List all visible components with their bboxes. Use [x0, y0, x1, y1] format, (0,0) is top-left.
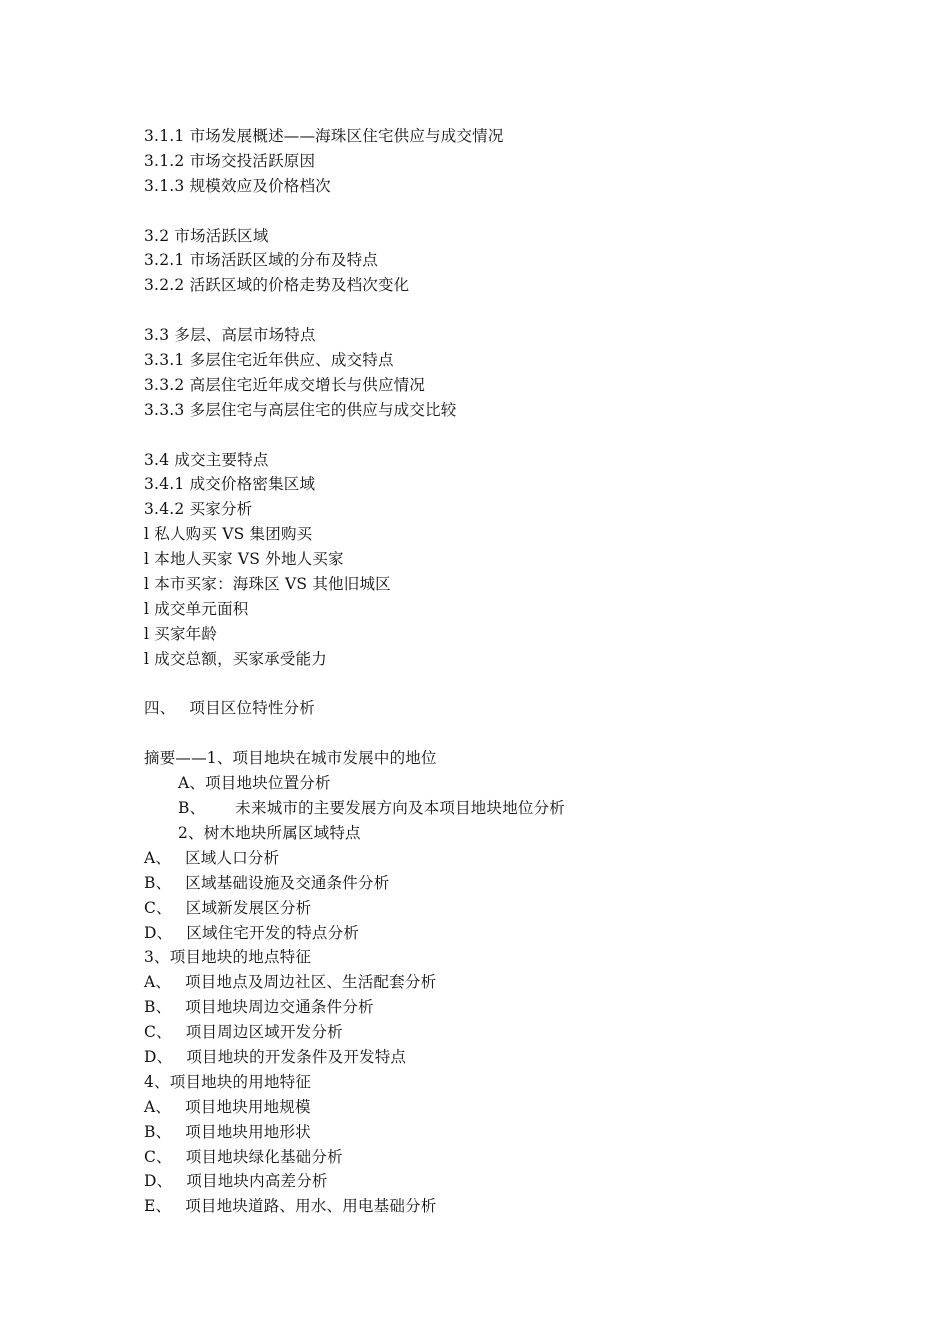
section-4-number: 四、 — [144, 699, 176, 718]
item-label: B、 — [144, 873, 172, 892]
item-label: D、 — [144, 1047, 173, 1066]
item-label: D、 — [144, 1172, 173, 1191]
item-text: 项目地块用地形状 — [185, 1122, 311, 1141]
item-text: 项目地块内高差分析 — [186, 1172, 328, 1191]
point-3-heading: 3、项目地块的地点特征 — [144, 948, 312, 967]
item-label: E、 — [144, 1197, 172, 1216]
point-4-heading: 4、项目地块的用地特征 — [144, 1072, 312, 1091]
item-label: C、 — [144, 1023, 172, 1042]
item-text: 项目地点及周边社区、生活配套分析 — [185, 973, 437, 992]
item-label: A、 — [144, 1097, 172, 1116]
toc-line-3-2-2: 3.2.2 活跃区域的价格走势及档次变化 — [144, 276, 410, 295]
item-text: 项目地块道路、用水、用电基础分析 — [185, 1197, 437, 1216]
bullet-item: l 买家年龄 — [144, 624, 218, 643]
list-item — [144, 1045, 864, 1070]
toc-line-3-4: 3.4 成交主要特点 — [144, 450, 269, 469]
list-item — [144, 1095, 864, 1120]
item-label: C、 — [144, 898, 172, 917]
blank-line — [144, 298, 864, 323]
item-text: 项目地块绿化基础分析 — [185, 1147, 343, 1166]
toc-line-3-3-1: 3.3.1 多层住宅近年供应、成交特点 — [144, 351, 394, 370]
blank-line — [144, 423, 864, 448]
list-item — [144, 1169, 864, 1194]
section-4-heading — [144, 696, 864, 721]
item-text: 项目地块位置分析 — [205, 774, 331, 793]
toc-line-3-3-2: 3.3.2 高层住宅近年成交增长与供应情况 — [144, 375, 426, 394]
blank-line — [144, 721, 864, 746]
summary-heading: 摘要——1、项目地块在城市发展中的地位 — [144, 749, 437, 768]
list-item — [144, 896, 864, 921]
item-label: A、 — [178, 774, 206, 793]
section-4-title: 项目区位特性分析 — [189, 699, 316, 718]
list-item — [144, 921, 864, 946]
item-text: 未来城市的主要发展方向及本项目地块地位分析 — [235, 799, 565, 818]
list-item — [144, 871, 864, 896]
item-text: 项目地块的开发条件及开发特点 — [186, 1047, 407, 1066]
toc-line-3-1-2: 3.1.2 市场交投活跃原因 — [144, 151, 316, 170]
list-item — [144, 1120, 864, 1145]
item-label: C、 — [144, 1147, 172, 1166]
item-text: 区域新发展区分析 — [185, 898, 312, 917]
item-text: 区域基础设施及交通条件分析 — [185, 873, 390, 892]
list-item — [144, 970, 864, 995]
toc-line-3-3: 3.3 多层、高层市场特点 — [144, 326, 316, 345]
item-label: B、 — [144, 998, 172, 1017]
blank-line — [144, 199, 864, 224]
item-label: A、 — [144, 848, 172, 867]
list-item — [144, 995, 864, 1020]
toc-line-3-4-1: 3.4.1 成交价格密集区域 — [144, 475, 316, 494]
item-text: 项目周边区域开发分析 — [185, 1023, 343, 1042]
list-item — [144, 1020, 864, 1045]
blank-line — [144, 672, 864, 697]
toc-line-3-2-1: 3.2.1 市场活跃区域的分布及特点 — [144, 251, 378, 270]
summary-item-b — [144, 796, 864, 821]
item-label: A、 — [144, 973, 172, 992]
summary-item-a — [144, 771, 864, 796]
bullet-item: l 本市买家：海珠区 VS 其他旧城区 — [144, 575, 391, 594]
list-item — [144, 1194, 864, 1219]
document-body — [144, 124, 864, 1219]
bullet-item: l 私人购买 VS 集团购买 — [144, 525, 313, 544]
summary-point-2: 2、树木地块所属区域特点 — [178, 823, 361, 842]
list-item — [144, 846, 864, 871]
toc-line-3-3-3: 3.3.3 多层住宅与高层住宅的供应与成交比较 — [144, 400, 457, 419]
bullet-item: l 成交单元面积 — [144, 599, 249, 618]
item-text: 区域住宅开发的特点分析 — [186, 923, 360, 942]
toc-line-3-4-2: 3.4.2 买家分析 — [144, 500, 253, 519]
bullet-item: l 本地人买家 VS 外地人买家 — [144, 550, 344, 569]
toc-line-3-1-3: 3.1.3 规模效应及价格档次 — [144, 176, 331, 195]
item-text: 项目地块用地规模 — [185, 1097, 311, 1116]
item-label: D、 — [144, 923, 173, 942]
list-item — [144, 1145, 864, 1170]
item-text: 项目地块周边交通条件分析 — [185, 998, 374, 1017]
item-label: B、 — [144, 1122, 172, 1141]
item-text: 区域人口分析 — [185, 848, 280, 867]
item-label: B、 — [178, 799, 206, 818]
toc-line-3-1-1: 3.1.1 市场发展概述——海珠区住宅供应与成交情况 — [144, 127, 504, 145]
bullet-item: l 成交总额，买家承受能力 — [144, 649, 327, 668]
toc-line-3-2: 3.2 市场活跃区域 — [144, 226, 269, 245]
